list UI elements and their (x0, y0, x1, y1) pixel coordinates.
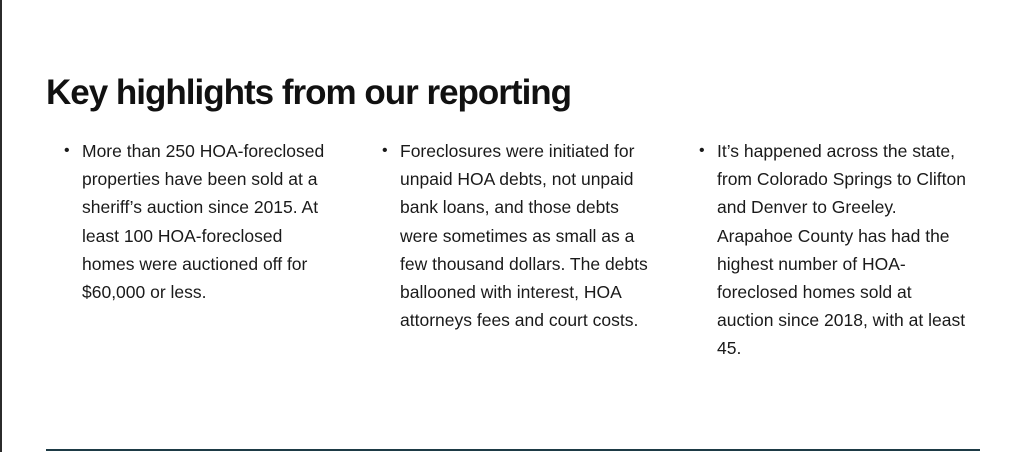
highlight-column-2 (382, 137, 650, 334)
highlight-column-1 (64, 137, 332, 306)
highlight-column-3 (699, 137, 967, 363)
section-heading: Key highlights from our reporting (46, 73, 572, 112)
highlight-item: • It’s happened across the state, from Colorado Springs to Clifton and Denver to Greeley. Arapahoe County has had the highest number of HOA-foreclosed homes sold at auction since 2018, with at least 45. (699, 137, 967, 363)
section-divider (46, 449, 980, 451)
left-edge-border (0, 0, 2, 452)
highlight-item: • More than 250 HOA-foreclosed properties have been sold at a sheriff’s auction since 2015. At least 100 HOA-foreclosed homes were auctioned off for $60,000 or less. (64, 137, 332, 306)
highlight-item: • Foreclosures were initiated for unpaid HOA debts, not unpaid bank loans, and those debts were sometimes as small as a few thousand dollars. The debts ballooned with interest, HOA attorneys fees and court costs. (382, 137, 650, 334)
